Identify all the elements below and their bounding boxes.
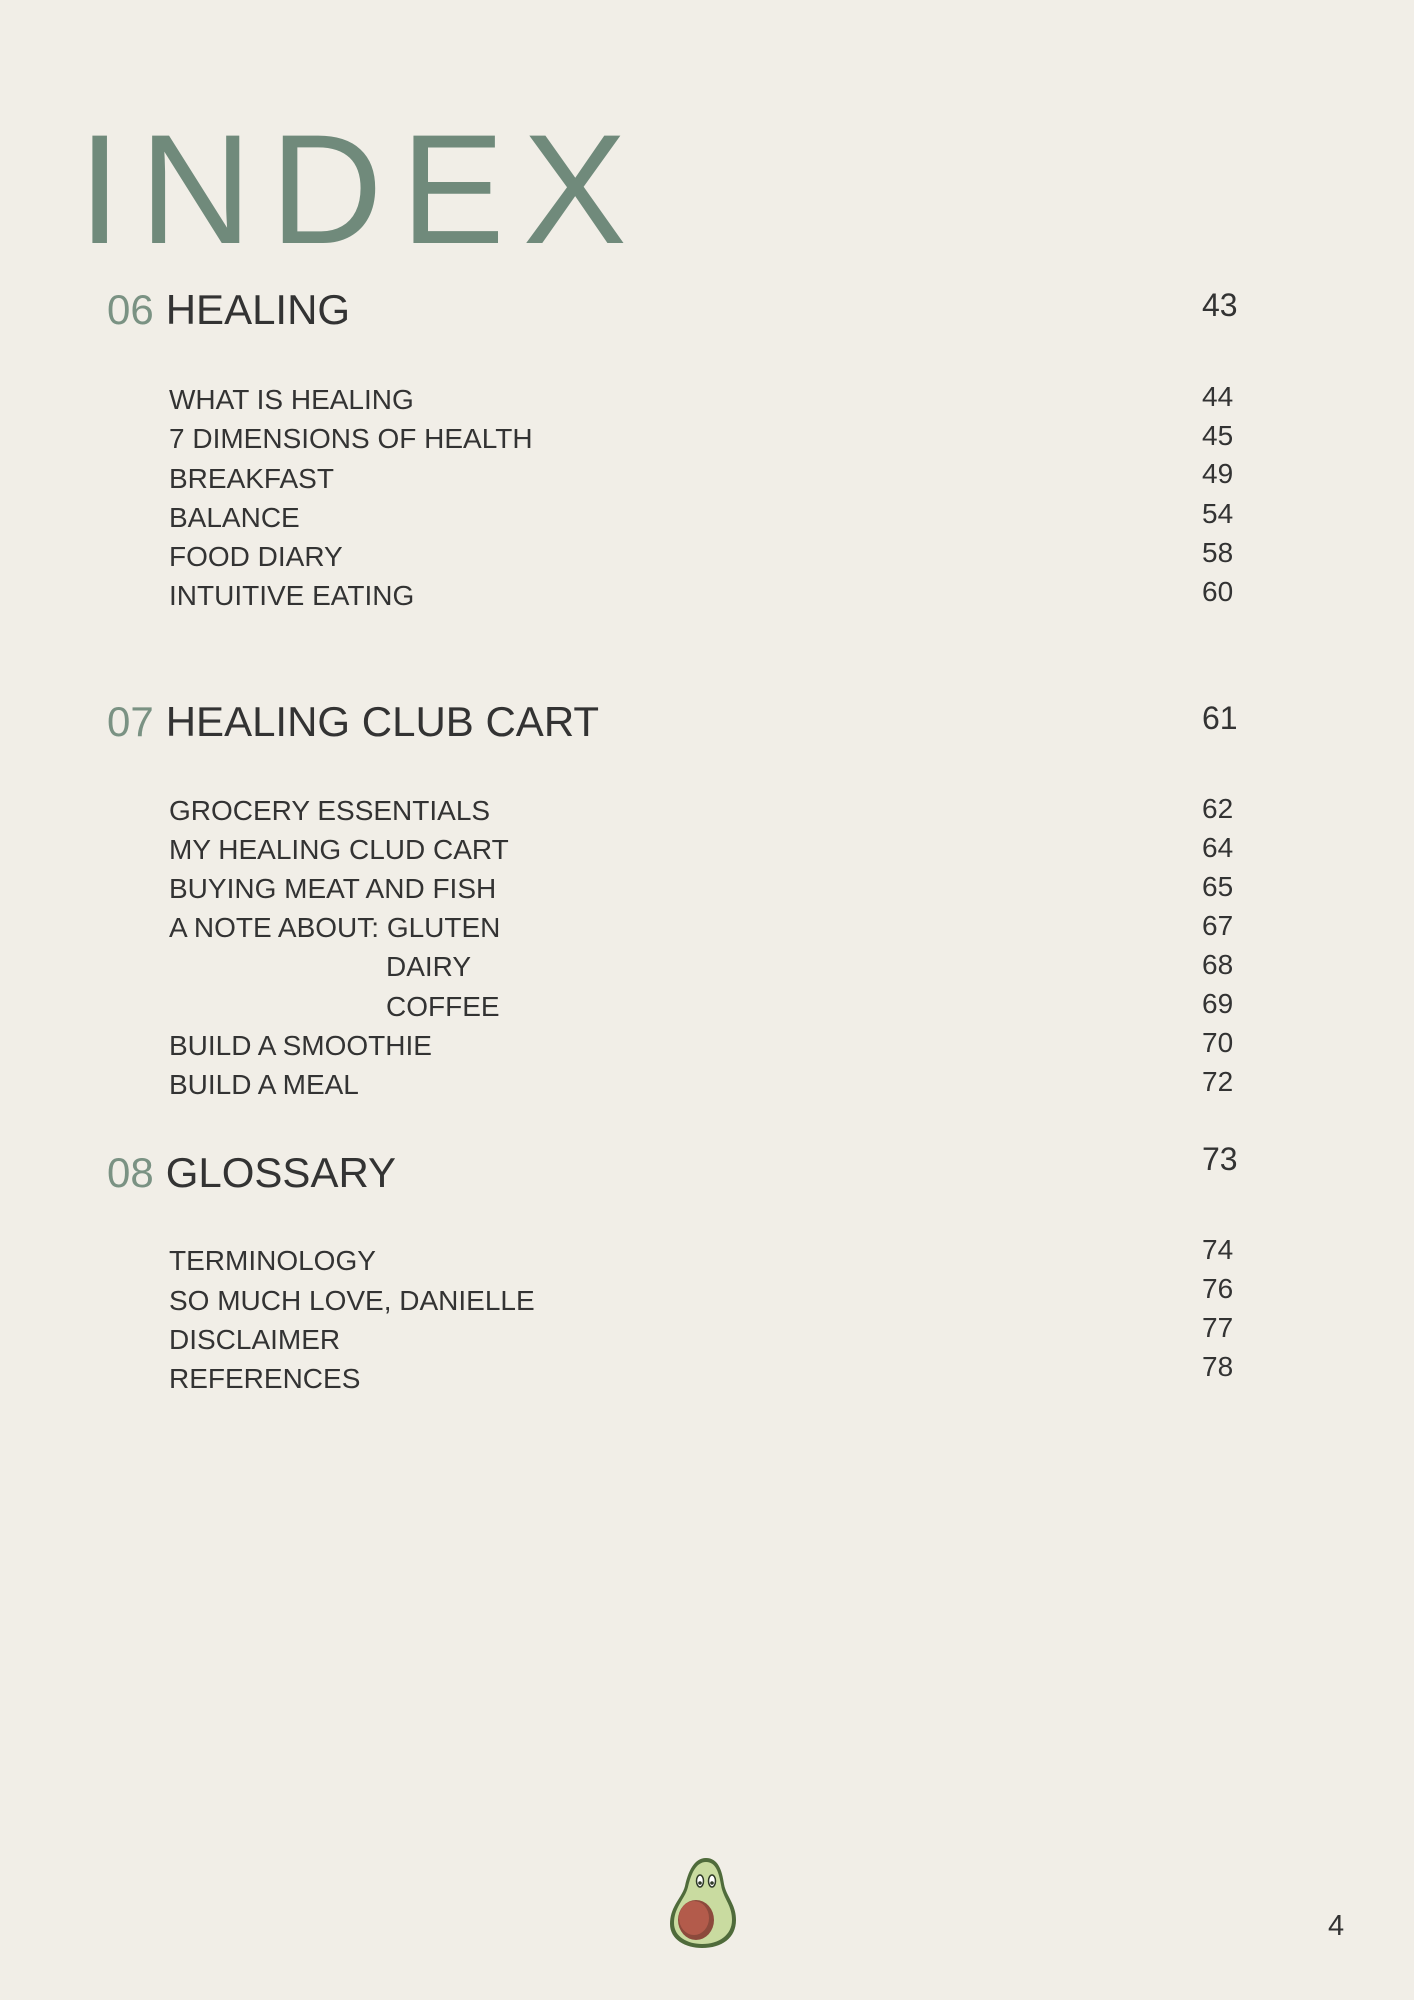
page-number: 4 [1328,1910,1345,1942]
index-entry[interactable]: TERMINOLOGY [169,1245,376,1276]
section-title: GLOSSARY [165,1149,397,1196]
entry-page-number: 65 [1202,871,1234,902]
entry-page-number: 67 [1202,910,1234,941]
index-entry[interactable]: A NOTE ABOUT: GLUTEN [169,912,501,943]
index-entry[interactable]: FOOD DIARY [169,541,343,572]
entry-page-number: 62 [1202,793,1234,824]
entry-page-number: 74 [1202,1234,1234,1265]
entry-page-number: 72 [1202,1066,1234,1097]
page-title: INDEX [78,103,645,277]
avocado-icon [666,1854,740,1950]
entry-page-number: 54 [1202,498,1234,529]
entry-page-number: 77 [1202,1312,1234,1343]
entry-page-number: 68 [1202,949,1234,980]
section-page-number: 73 [1202,1141,1238,1177]
section-page-number: 43 [1202,287,1238,323]
index-entry[interactable]: BUILD A MEAL [169,1069,359,1100]
index-entry[interactable]: WHAT IS HEALING [169,384,414,415]
index-entry[interactable]: BREAKFAST [169,463,334,494]
section-number: 08 [107,1149,154,1196]
index-entry[interactable]: BUYING MEAT AND FISH [169,873,497,904]
index-entry[interactable]: INTUITIVE EATING [169,580,415,611]
index-entry[interactable]: DISCLAIMER [169,1324,341,1355]
entry-page-number: 58 [1202,537,1234,568]
section-heading-08[interactable] [107,1149,397,1196]
index-entry[interactable]: DAIRY [386,951,472,982]
section-page-number: 61 [1202,700,1238,736]
section-number: 06 [107,286,154,333]
index-entry[interactable]: REFERENCES [169,1363,361,1394]
index-entry[interactable]: MY HEALING CLUD CART [169,834,509,865]
section-number: 07 [107,698,154,745]
index-entry[interactable]: COFFEE [386,991,500,1022]
entry-page-number: 70 [1202,1027,1234,1058]
section-title: HEALING CLUB CART [165,698,600,745]
entry-page-number: 44 [1202,381,1234,412]
section-title: HEALING [165,286,351,333]
entry-page-number: 76 [1202,1273,1234,1304]
section-heading-07[interactable] [107,698,600,745]
section-heading-06[interactable] [107,286,351,333]
entry-page-number: 64 [1202,832,1234,863]
index-entry[interactable]: BALANCE [169,502,300,533]
entry-page-number: 69 [1202,988,1234,1019]
entry-page-number: 60 [1202,576,1234,607]
index-entry[interactable]: SO MUCH LOVE, DANIELLE [169,1285,535,1316]
entry-page-number: 78 [1202,1351,1234,1382]
index-entry[interactable]: 7 DIMENSIONS OF HEALTH [169,423,533,454]
entry-page-number: 49 [1202,458,1234,489]
index-entry[interactable]: BUILD A SMOOTHIE [169,1030,432,1061]
entry-page-number: 45 [1202,420,1234,451]
index-entry[interactable]: GROCERY ESSENTIALS [169,795,491,826]
